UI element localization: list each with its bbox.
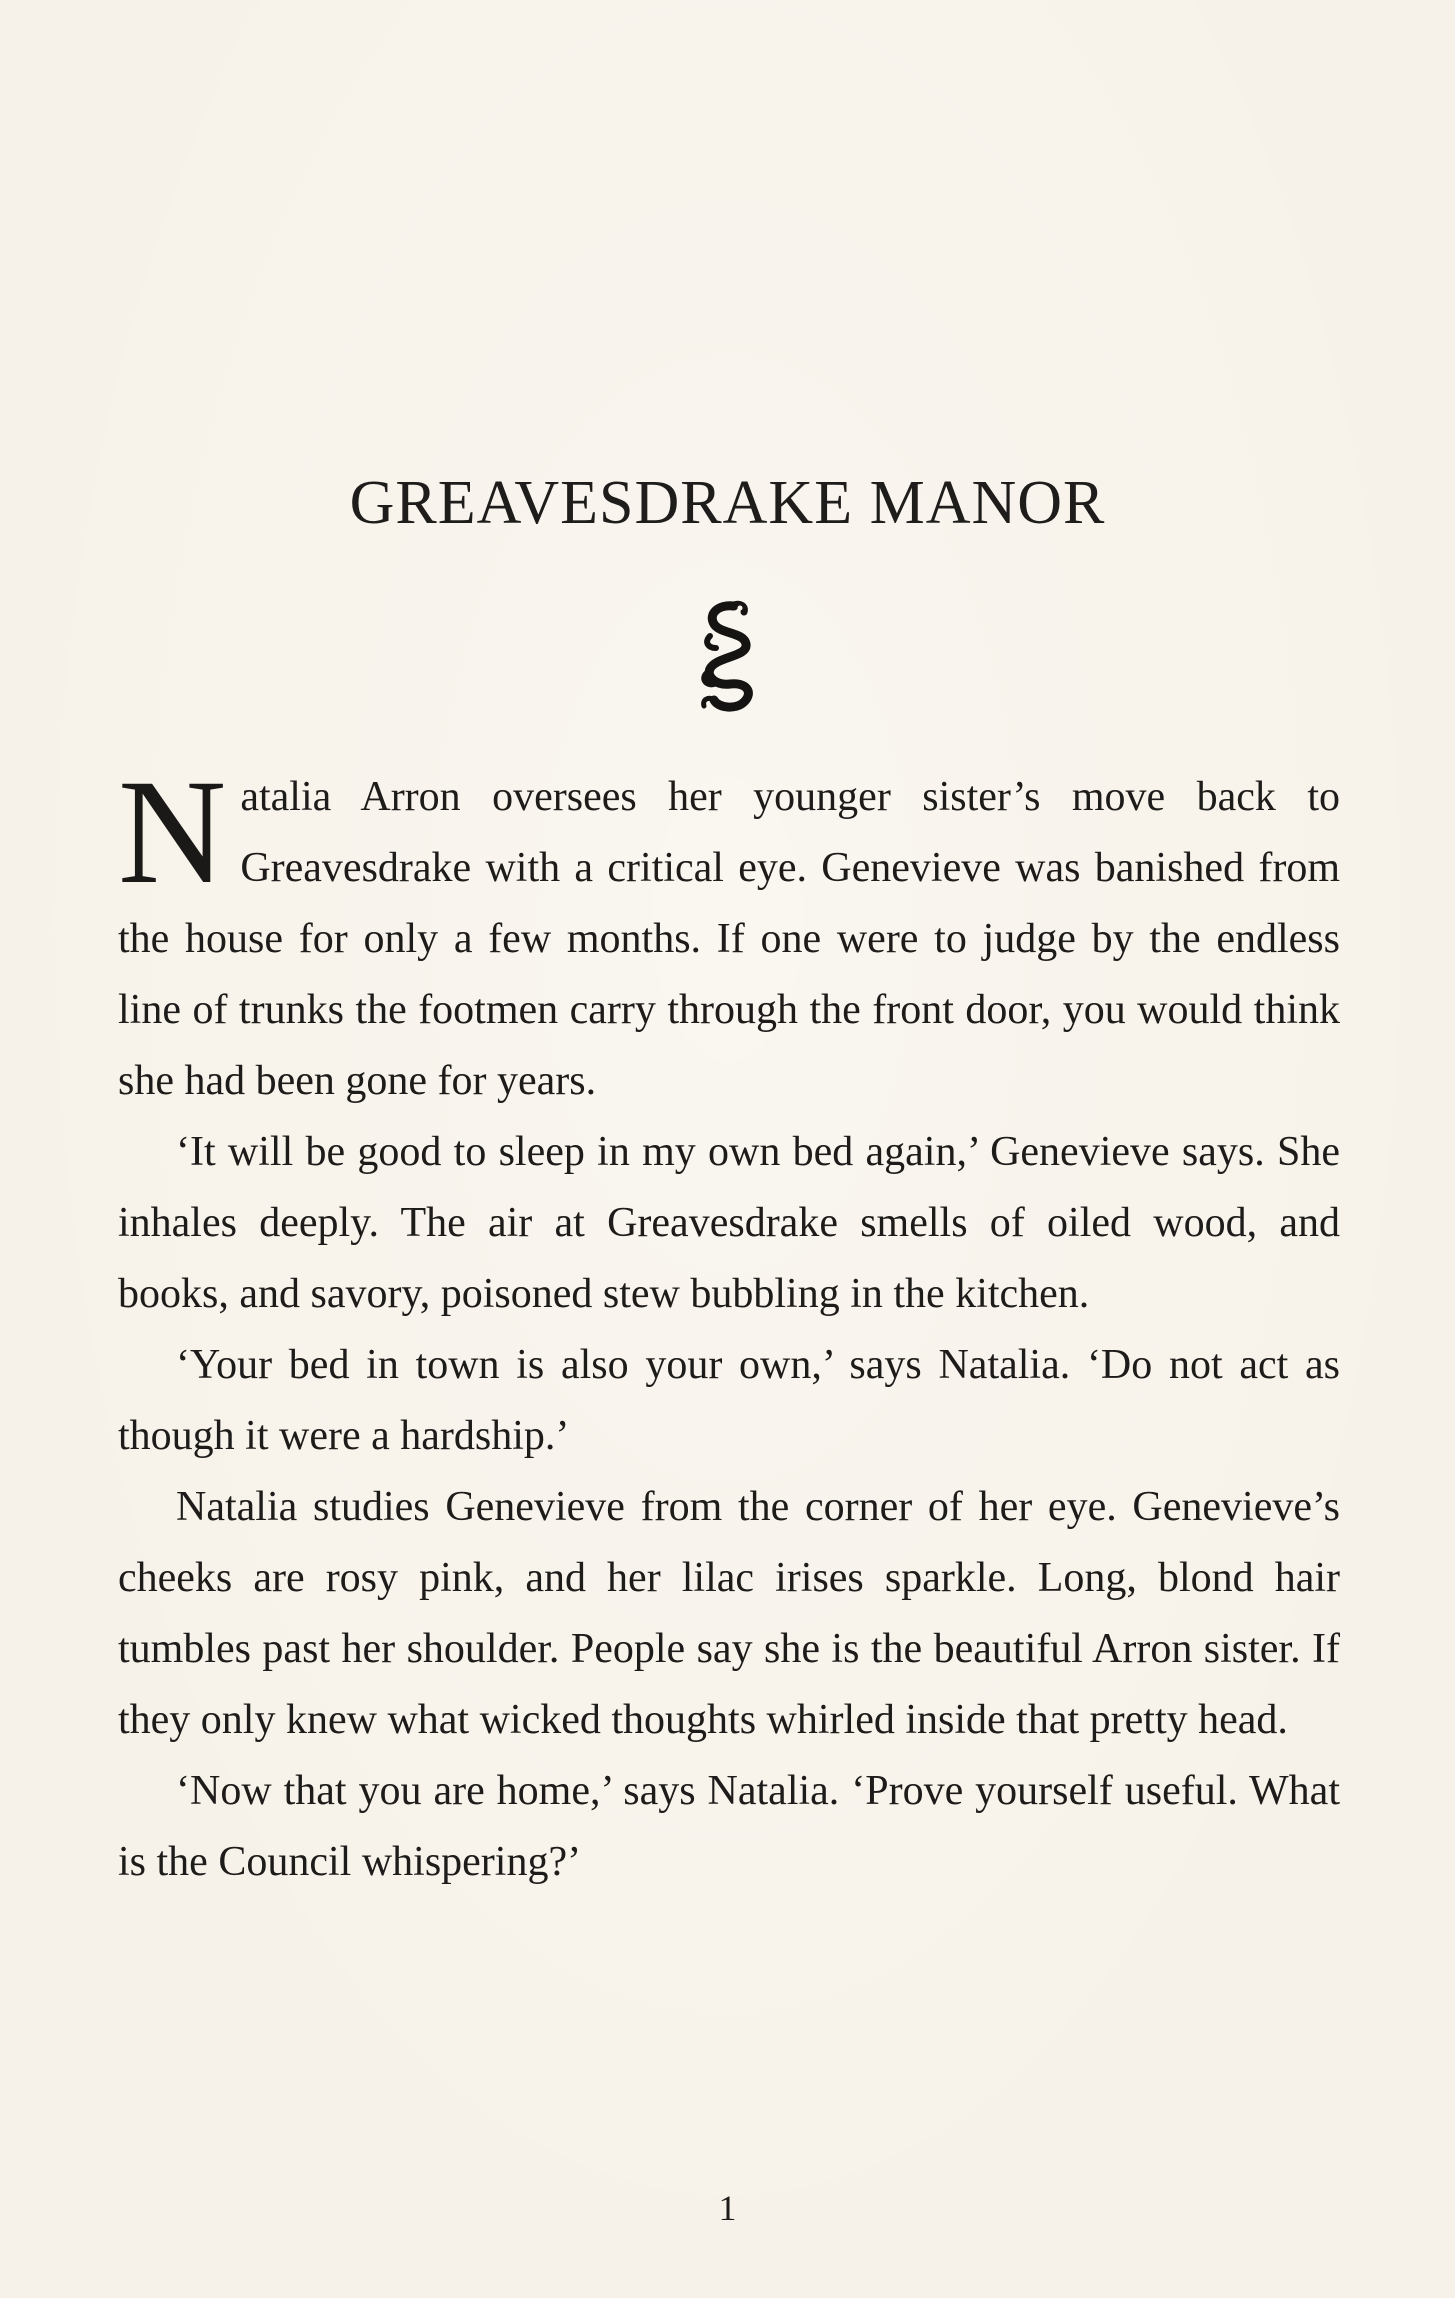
page-number: 1: [718, 2188, 737, 2228]
paragraph-5: ‘Now that you are home,’ says Natalia. ‘Prove yourself useful. What is the Council whispering?’: [118, 1768, 1340, 1885]
paragraph-1: [118, 749, 1340, 1117]
chapter-title: GREAVESDRAKE MANOR: [349, 469, 1106, 537]
serpent-icon: [674, 596, 782, 720]
paragraph-2: ‘It will be good to sleep in my own bed again,’ Genevieve says. She inhales deeply. The air at Greavesdrake smells of oiled wood, and books, and savory, poisoned stew bubbling in the kitchen.: [118, 1129, 1340, 1317]
body-text: [118, 749, 1340, 1898]
paragraph-1-text: atalia Arron oversees her younger sister’s move back to Greavesdrake with a critical eye. Genevieve was banished from the house for only a few months. If one were to judge by the endless line of trunks the footmen carry through the front door, you would think she had been gone for years.: [118, 774, 1340, 1104]
paragraph-4: Natalia studies Genevieve from the corner of her eye. Genevieve’s cheeks are rosy pink, and her lilac irises sparkle. Long, blond hair tumbles past her shoulder. People say she is the beautiful Arron sister. If they only knew what wicked thoughts whirled inside that pretty head.: [118, 1484, 1340, 1743]
drop-cap: N: [118, 749, 227, 915]
paragraph-3: ‘Your bed in town is also your own,’ says Natalia. ‘Do not act as though it were a hardship.’: [118, 1342, 1340, 1459]
